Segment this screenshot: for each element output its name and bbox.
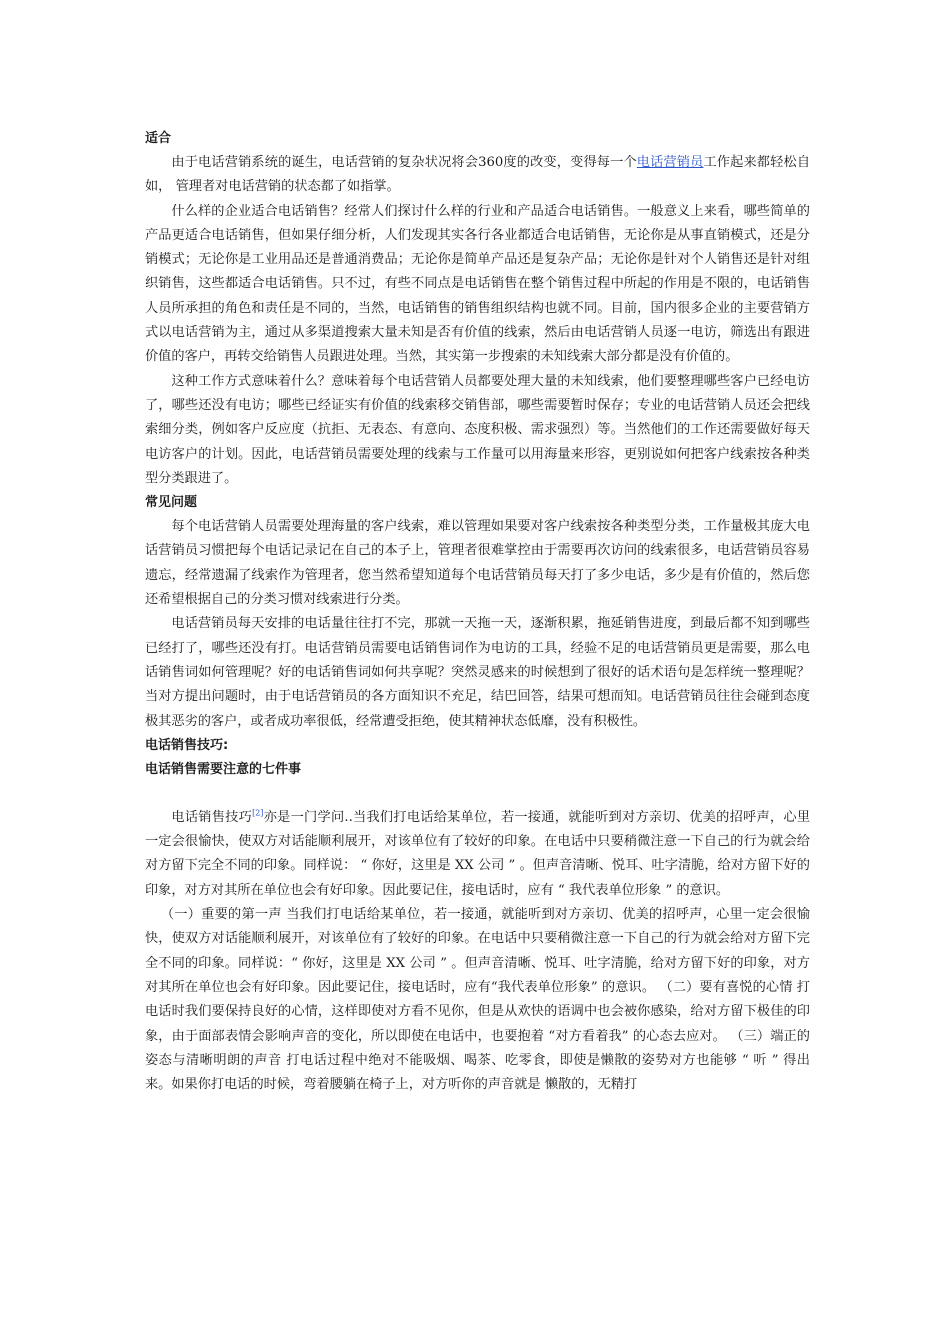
paragraph-text: 电话销售技巧 <box>171 809 253 825</box>
paragraph: 这种工作方式意味着什么？意味着每个电话营销人员都要处理大量的未知线索，他们要整理哪些客户已经电访了，哪些还没有电访；哪些已经证实有价值的线索移交销售部，哪些需要暂时保存；专业的电话营销人员还会把线索细分类，例如客户反应度（抗拒、无表态、有意向、态度积极、需求强烈）等。当然他们的工作还需要做好每天电访客户的计划。因此，电话营销员需要处理的线索与工作量可以用海量来形容，更别说如何把客户线索按各种类型分类跟进了。 <box>145 373 810 486</box>
paragraph-text: 工作起来都轻松自如， 管理者对电话营销的状态都了如指掌。 <box>145 155 811 195</box>
paragraph: 每个电话营销人员需要处理海量的客户线索，难以管理如果要对客户线索按各种类型分类，工作量极其庞大电话营销员习惯把每个电话记录记在自己的本子上，管理者很难掌控由于需要再次访问的线索很多，电话营销员容易遗忘，经常遗漏了线索作为管理者，您当然希望知道每个电话营销员每天打了多少电话，多少是有价值的，然后您还希望根据自己的分类习惯对线索进行分类。 <box>145 519 810 608</box>
section-heading-suitable: 适合 <box>145 131 172 146</box>
paragraph: （一）重要的第一声 当我们打电话给某单位，若一接通，就能听到对方亲切、优美的招呼声，心里一定会很愉快，使双方对话能顺利展开，对该单位有了较好的印象。在电话中只要稍微注意一下自己的行为就会给对方留下完全不同的印象。同样说：“ 你好，这里是 XX 公司 ” 。但声音清晰、悦耳、吐字清脆，给对方留下好的印象，对方对其所在单位也会有好印象。因此要记住，接电话时，应有“我代表单位形象” 的意识。 （二）要有喜悦的心情 打电话时我们要保持良好的心情，这样即使对方看不见你，但是从欢快的语调中也会被你感染，给对方留下极佳的印象，由于面部表情会影响声音的变化，所以即使在电话中，也要抱着 “对方看着我” 的心态去应对。 （三）端正的姿态与清晰明朗的声音 打电话过程中绝对不能吸烟、喝茶、吃零食，即使是懒散的姿势对方也能够 “ 听 ” 得出来。如果你打电话的时候，弯着腰躺在椅子上，对方听你的声音就是 懒散的，无精打 <box>145 907 810 1093</box>
section-heading-skills: 电话销售技巧: <box>145 737 229 753</box>
paragraph <box>145 151 810 200</box>
paragraph-text: 亦是一门学问..当我们打电话给某单位，若一接通，就能听到对方亲切、优美的招呼声，心里一定会很愉快，使双方对话能顺利展开，对该单位有了较好的印象。在电话中只要稍微注意一下自己的行为就会给对方留下完全不同的印象。同样说： “ 你好，这里是 XX 公司 ” 。但声音清晰、悦耳、吐字清脆，给对方留下好的印象，对方对其所在单位也会有好印象。因此要记住，接电话时，应有 “ 我代表单位形象 ” 的意识。 <box>145 809 811 898</box>
section-subheading-seven-things: 电话销售需要注意的七件事 <box>145 761 302 777</box>
document-page <box>145 127 810 1097</box>
section-heading-problems: 常见问题 <box>145 495 198 511</box>
telemarketer-link[interactable]: 电话营销员 <box>636 155 704 170</box>
paragraph-text: 由于电话营销系统的诞生，电话营销的复杂状况将会360度的改变，变得每一个 <box>171 155 637 170</box>
paragraph: 电话营销员每天安排的电话量往往打不完，那就一天拖一天，逐渐积累，拖延销售进度，到最后都不知到哪些已经打了，哪些还没有打。电话营销员需要电话销售词作为电访的工具，经验不足的电话营销员更是需要，那么电话销售词如何管理呢？好的电话销售词如何共享呢？突然灵感来的时候想到了很好的话术语句是怎样统一整理呢？当对方提出问题时，由于电话营销员的各方面知识不充足，结巴回答，结果可想而知。电话营销员往往会碰到态度极其恶劣的客户，或者成功率很低，经常遭受拒绝，使其精神状态低靡，没有积极性。 <box>145 616 810 729</box>
paragraph <box>145 806 810 903</box>
spacer <box>145 782 810 806</box>
reference-link[interactable]: [2] <box>252 808 264 818</box>
paragraph: 什么样的企业适合电话销售？经常人们探讨什么样的行业和产品适合电话销售。一般意义上来看，哪些简单的产品更适合电话销售，但如果仔细分析，人们发现其实各行各业都适合电话销售，无论你是从事直销模式，还是分销模式；无论你是工业用品还是普通消费品；无论你是简单产品还是复杂产品；无论你是针对个人销售还是针对组织销售，这些都适合电话销售。只不过，有些不同点是电话销售在整个销售过程中所起的作用是不限的，电话销售人员所承担的角色和责任是不同的，当然，电话销售的销售组织结构也就不同。目前，国内很多企业的主要营销方式以电话营销为主，通过从多渠道搜索大量未知是否有价值的线索，然后由电话营销人员逐一电访，筛选出有跟进价值的客户，再转交给销售人员跟进处理。当然，其实第一步搜索的未知线索大部分都是没有价值的。 <box>145 203 810 365</box>
